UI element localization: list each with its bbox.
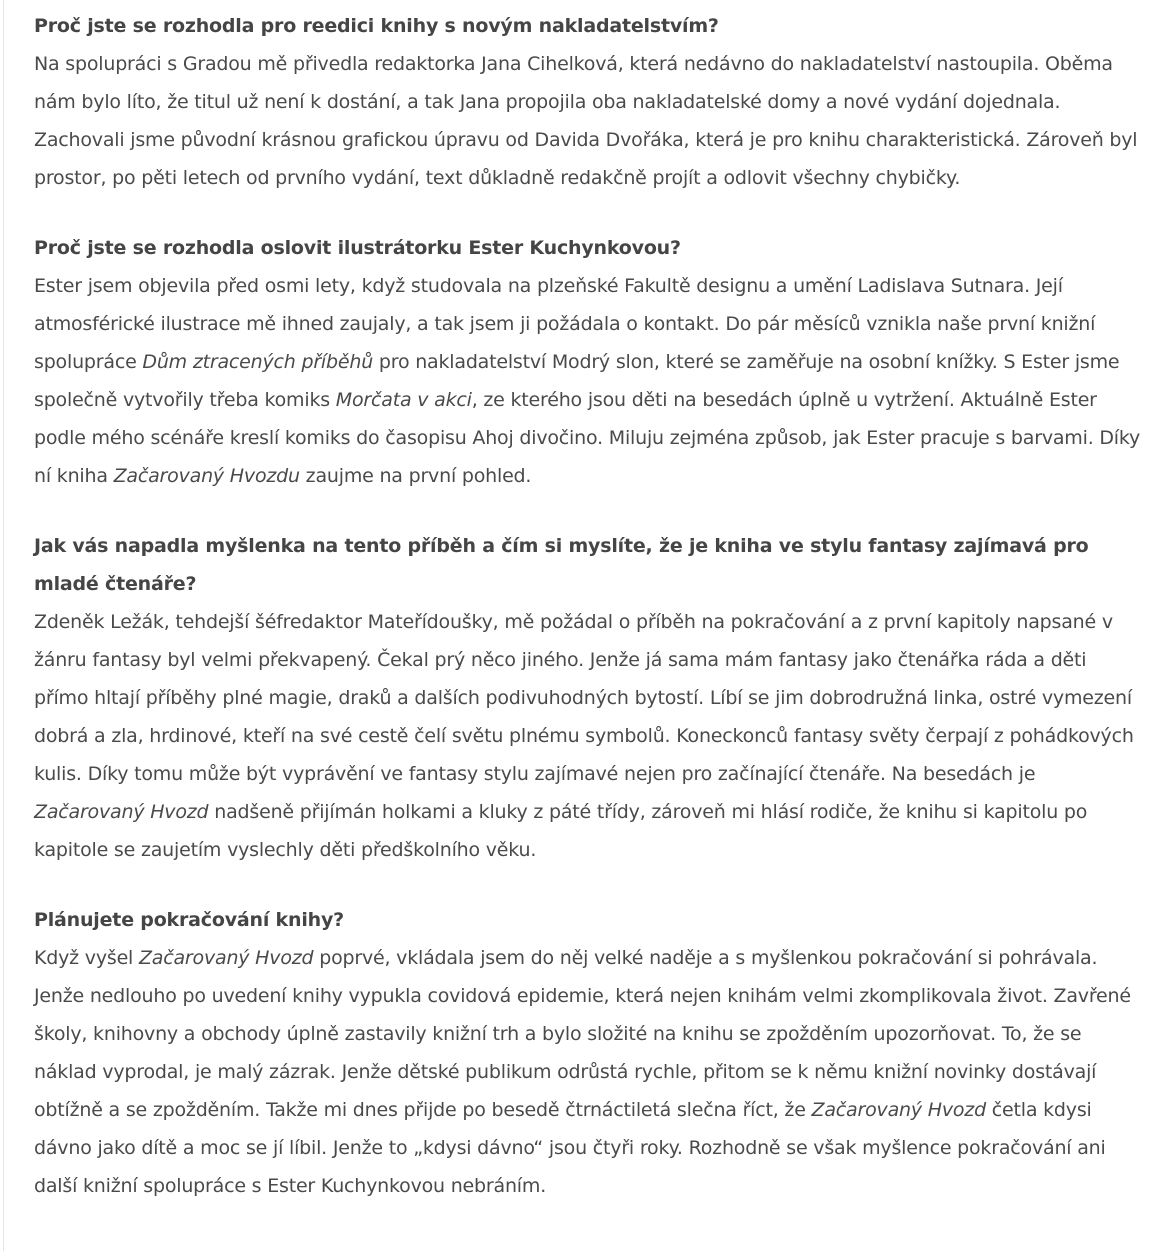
interview-answer	[34, 603, 1142, 869]
interview-section	[34, 7, 1142, 197]
interview-answer	[34, 939, 1142, 1205]
book-title-italic: Začarovaný Hvozd	[138, 947, 314, 969]
answer-text: četla kdysi dávno jako dítě a moc se jí líbil. Jenže to „kdysi dávno“ jsou čtyři roky. Rozhodně se však myšlence pokračování ani další knižní spolupráce s Ester Kuchynkovou nebráním.	[34, 1099, 1106, 1197]
interview-question: Proč jste se rozhodla pro reedici knihy s novým nakladatelstvím?	[34, 15, 719, 37]
answer-text: Na spolupráci s Gradou mě přivedla redaktorka Jana Cihelková, která nedávno do nakladatelství nastoupila. Oběma nám bylo líto, že titul už není k dostání, a tak Jana propojila oba nakladatelské domy a nové vydání dojednala. Zachovali jsme původní krásnou grafickou úpravu od Davida Dvořáka, která je pro knihu charakteristická. Zároveň byl prostor, po pěti letech od prvního vydání, text důkladně redakčně projít a odlovit všechny chybičky.	[34, 53, 1138, 189]
content-left-border	[3, 0, 4, 1251]
answer-text: poprvé, vkládala jsem do něj velké naděje a s myšlenkou pokračování si pohrávala. Jenže nedlouho po uvedení knihy vypukla covidová epidemie, která nejen knihám velmi zkomplikovala život. Zavřené školy, knihovny a obchody úplně zastavily knižní trh a bylo složité na knihu se zpožděním upozorňovat. To, že se náklad vyprodal, je malý zázrak. Jenže dětské publikum odrůstá rychle, přitom se k němu knižní novinky dostávají obtížně a se zpožděním. Takže mi dnes přijde po besedě čtrnáctiletá slečna říct, že	[34, 947, 1131, 1121]
answer-text: Zdeněk Ležák, tehdejší šéfredaktor Mateřídoušky, mě požádal o příběh na pokračování a z první kapitoly napsané v žánru fantasy byl velmi překvapený. Čekal prý něco jiného. Jenže já sama mám fantasy jako čtenářka ráda a děti přímo hltají příběhy plné magie, draků a dalších podivuhodných bytostí. Líbí se jim dobrodružná linka, ostré vymezení dobrá a zla, hrdinové, kteří na své cestě čelí světu plnému symbolů. Koneckonců fantasy světy čerpají z pohádkových kulis. Díky tomu může být vyprávění ve fantasy stylu zajímavé nejen pro začínající čtenáře. Na besedách je	[34, 611, 1134, 785]
interview-answer	[34, 45, 1142, 197]
book-title-italic: Začarovaný Hvozd	[811, 1099, 986, 1121]
interview-question: Plánujete pokračování knihy?	[34, 909, 344, 931]
answer-text: nadšeně přijímán holkami a kluky z páté třídy, zároveň mi hlásí rodiče, že knihu si kapitolu po kapitole se zaujetím vyslechly děti předškolního věku.	[34, 801, 1088, 861]
interview-question: Proč jste se rozhodla oslovit ilustrátorku Ester Kuchynkovou?	[34, 237, 681, 259]
interview-question: Jak vás napadla myšlenka na tento příběh a čím si myslíte, že je kniha ve stylu fantasy zajímavá pro mladé čtenáře?	[34, 535, 1089, 595]
answer-text: Ester jsem objevila před osmi lety, když studovala na plzeňské Fakultě designu a umění Ladislava Sutnara. Její atmosférické ilustrace mě ihned zaujaly, a tak jsem ji požádala o kontakt. Do pár měsíců vznikla naše první knižní spolupráce	[34, 275, 1096, 373]
answer-text: zaujme na první pohled.	[299, 465, 532, 487]
book-title-italic: Morčata v akci	[335, 389, 472, 411]
answer-text: Když vyšel	[34, 947, 139, 969]
interview-answer	[34, 267, 1142, 495]
interview-section	[34, 901, 1142, 1205]
interview-section	[34, 229, 1142, 495]
answer-text: , ze kterého jsou děti na besedách úplně u vytržení. Aktuálně Ester podle mého scénáře kreslí komiks do časopisu Ahoj divočino. Miluju zejména způsob, jak Ester pracuje s barvami. Díky ní kniha	[34, 389, 1141, 487]
book-title-italic: Začarovaný Hvozd	[34, 801, 209, 823]
interview-article	[34, 7, 1142, 1237]
book-title-italic: Začarovaný Hvozdu	[113, 465, 300, 487]
answer-text: pro nakladatelství Modrý slon, které se zaměřuje na osobní knížky. S Ester jsme společně vytvořily třeba komiks	[34, 351, 1120, 411]
interview-section	[34, 527, 1142, 869]
book-title-italic: Dům ztracených příběhů	[142, 351, 374, 373]
